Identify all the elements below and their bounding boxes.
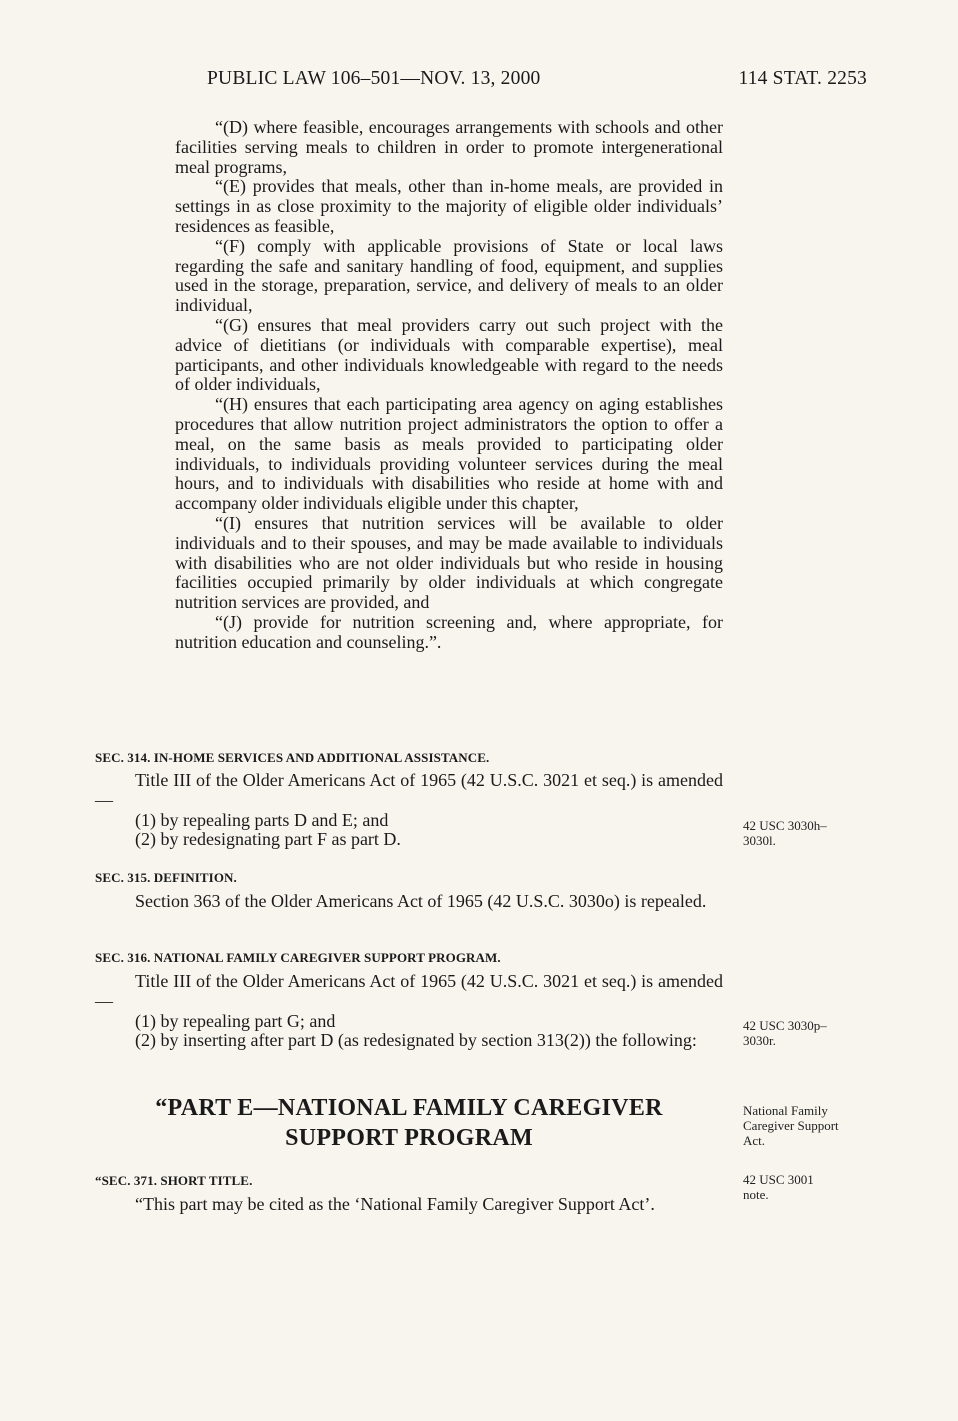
clause-f: “(F) comply with applicable provisions of State or local laws regarding the safe and sanitary handling of food, equipment, and supplies used in the storage, preparation, service, and delivery of meals to an older individual,: [175, 235, 723, 316]
running-header: [207, 68, 867, 98]
sec-371-heading: “SEC. 371. SHORT TITLE.: [95, 1173, 253, 1188]
part-e-title-line-2: SUPPORT PROGRAM: [285, 1125, 533, 1151]
header-public-law: PUBLIC LAW 106–501—NOV. 13, 2000: [207, 68, 541, 89]
clause-d: “(D) where feasible, encourages arrangements with schools and other facilities serving meals to children in order to promote intergenerational meal programs,: [175, 117, 723, 177]
sec-316-item-2: (2) by inserting after part D (as redesignated by section 313(2)) the following:: [135, 1030, 697, 1051]
clause-i: “(I) ensures that nutrition services will be available to older individuals and to their spouses, and may be made available to individuals with disabilities who are not older individuals but who reside in housing facilities occupied primarily by older individuals at which congregate nutrition services are provided, and: [175, 512, 723, 613]
clause-h: “(H) ensures that each participating area agency on aging establishes procedures that allow nutrition project administrators the option to offer a meal, on the same basis as meals provided to participating older individuals, to individuals providing volunteer services during the meal hours, and to individuals with disabilities who reside at home with and accompany older individuals eligible under this chapter,: [175, 394, 723, 514]
part-e-title: [95, 1093, 723, 1153]
clause-g: “(G) ensures that meal providers carry out such project with the advice of dietitians (or individuals with comparable expertise), meal participants, and other individuals knowledgeable with regard to the needs of older individuals,: [175, 314, 723, 395]
sec-371-body: [95, 1195, 723, 1215]
sec-316-item-1: (1) by repealing part G; and: [135, 1010, 336, 1031]
clause-e: “(E) provides that meals, other than in-home meals, are provided in settings in as close proximity to the majority of eligible older individuals’ residences as feasible,: [175, 176, 723, 236]
sec-314-item-2: (2) by redesignating part F as part D.: [135, 829, 401, 850]
sec-315-heading: SEC. 315. DEFINITION.: [95, 870, 237, 885]
sec-314-item-1: (1) by repealing parts D and E; and: [135, 809, 389, 830]
sec-314-margin-note: 42 USC 3030h–3030l.: [743, 818, 827, 848]
sec-314-heading: SEC. 314. IN-HOME SERVICES AND ADDITIONAL ASSISTANCE.: [95, 750, 490, 765]
part-e-title-line-1: “PART E—NATIONAL FAMILY CAREGIVER: [155, 1095, 663, 1121]
sec-314-intro: Title III of the Older Americans Act of 1965 (42 U.S.C. 3021 et seq.) is amended—: [95, 770, 723, 810]
sec-315-body: [95, 892, 723, 912]
part-e-margin-note: National Family Caregiver Support Act.: [743, 1103, 839, 1148]
nutrition-clauses: [175, 118, 723, 653]
header-stat-page: 114 STAT. 2253: [738, 68, 867, 89]
sec-316-margin-note: 42 USC 3030p–3030r.: [743, 1018, 827, 1048]
sec-316-intro: Title III of the Older Americans Act of 1965 (42 U.S.C. 3021 et seq.) is amended—: [95, 971, 723, 1011]
sec-315-text: Section 363 of the Older Americans Act of 1965 (42 U.S.C. 3030o) is repealed.: [135, 891, 707, 911]
clause-j: “(J) provide for nutrition screening and, where appropriate, for nutrition education and counseling.”.: [175, 611, 723, 652]
sec-314-body: [95, 771, 723, 850]
sec-316-body: [95, 972, 723, 1051]
sec-316-heading: SEC. 316. NATIONAL FAMILY CAREGIVER SUPPORT PROGRAM.: [95, 950, 501, 965]
sec-371-margin-note: 42 USC 3001 note.: [743, 1172, 814, 1202]
sec-371-text: “This part may be cited as the ‘National Family Caregiver Support Act’.: [135, 1194, 655, 1214]
